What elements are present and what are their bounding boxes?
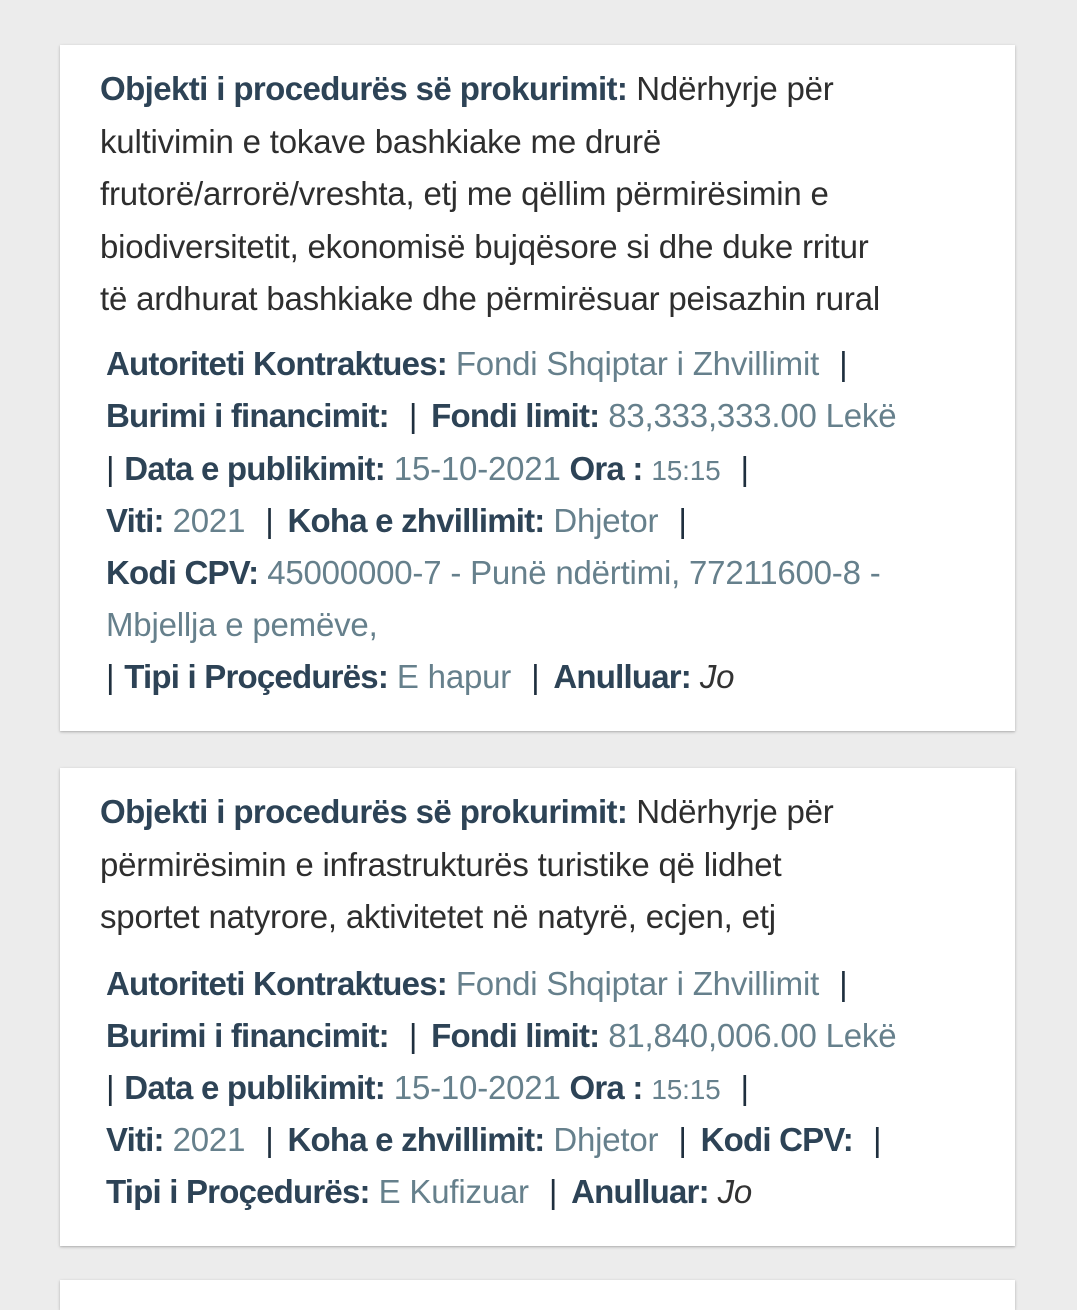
separator: |: [106, 450, 115, 487]
cpv-row-continued: [106, 605, 378, 645]
procedure-type-label: Tipi i Proçedurës:: [124, 658, 389, 695]
publication-date-label: Data e publikimit:: [124, 1069, 385, 1106]
time-value: 15:15: [651, 455, 721, 486]
separator: |: [548, 1173, 558, 1210]
authority-label: Autoriteti Kontraktues:: [106, 345, 447, 382]
authority-value[interactable]: Fondi Shqiptar i Zhvillimit: [455, 345, 820, 382]
year-value: 2021: [172, 502, 246, 539]
authority-label: Autoriteti Kontraktues:: [106, 965, 447, 1002]
duration-value: Dhjetor: [553, 502, 659, 539]
object-text-line: biodiversitetit, ekonomisë bujqësore si dhe duke rritur: [100, 227, 869, 265]
separator: |: [839, 345, 848, 382]
duration-value: Dhjetor: [553, 1121, 659, 1158]
separator: |: [740, 1069, 749, 1106]
publication-date-value: 15-10-2021: [393, 1069, 561, 1106]
fund-limit-value: 81,840,006.00 Lekë: [608, 1017, 897, 1054]
separator: |: [265, 502, 274, 539]
object-label: Objekti i procedurës së prokurimit:: [100, 793, 628, 830]
procedure-type-row: [106, 1172, 752, 1212]
separator: |: [678, 502, 687, 539]
cancelled-label: Anulluar:: [553, 658, 691, 695]
cpv-value: 45000000-7 - Punë ndërtimi, 77211600-8 -: [267, 554, 881, 591]
publication-row: [106, 449, 759, 491]
procedure-type-value: E Kufizuar: [378, 1173, 529, 1210]
funding-source-label: Burimi i financimit:: [106, 1017, 389, 1054]
authority-value[interactable]: Fondi Shqiptar i Zhvillimit: [455, 965, 820, 1002]
separator: |: [106, 658, 115, 695]
cancelled-value: Jo: [717, 1173, 752, 1210]
fund-limit-label: Fondi limit:: [431, 397, 600, 434]
cpv-label: Kodi CPV:: [106, 554, 259, 591]
cancelled-label: Anulluar:: [571, 1173, 709, 1210]
authority-row: [106, 344, 857, 384]
procedure-card[interactable]: [60, 45, 1015, 731]
year-label: Viti:: [106, 502, 164, 539]
separator: |: [872, 1121, 882, 1158]
funding-source-label: Burimi i financimit:: [106, 397, 389, 434]
separator: |: [740, 450, 749, 487]
cancelled-value: Jo: [699, 658, 735, 695]
separator: |: [106, 1069, 115, 1106]
separator: |: [678, 1121, 687, 1158]
year-label: Viti:: [106, 1121, 164, 1158]
object-text-line: kultivimin e tokave bashkiake me drurë: [100, 122, 661, 160]
publication-row: [106, 1068, 759, 1110]
year-value: 2021: [172, 1121, 246, 1158]
cpv-label: Kodi CPV:: [700, 1121, 853, 1158]
procedure-type-row: [106, 657, 734, 697]
procedure-type-label: Tipi i Proçedurës:: [106, 1173, 370, 1210]
procedure-object: [100, 786, 990, 944]
duration-label: Koha e zhvillimit:: [287, 1121, 545, 1158]
funding-row: [106, 396, 896, 436]
separator: |: [408, 397, 418, 434]
funding-row: [106, 1016, 896, 1056]
procedure-object: [100, 63, 990, 326]
separator: |: [265, 1121, 274, 1158]
authority-row: [106, 964, 857, 1004]
publication-date-label: Data e publikimit:: [124, 450, 385, 487]
procedure-card[interactable]: [60, 1280, 1015, 1310]
cpv-row: [106, 553, 881, 593]
object-label: Objekti i procedurës së prokurimit:: [100, 70, 628, 107]
time-value: 15:15: [651, 1074, 721, 1105]
cpv-value: Mbjellja e pemëve,: [106, 606, 378, 643]
procedure-card[interactable]: [60, 768, 1015, 1246]
fund-limit-value: 83,333,333.00 Lekë: [608, 397, 897, 434]
object-text-line: përmirësimin e infrastrukturës turistike që lidhet: [100, 845, 782, 883]
object-text-line: Ndërhyrje për: [636, 70, 834, 107]
publication-date-value: 15-10-2021: [393, 450, 561, 487]
procedure-type-value: E hapur: [396, 658, 512, 695]
separator: |: [531, 658, 540, 695]
fund-limit-label: Fondi limit:: [431, 1017, 600, 1054]
object-text-line: Ndërhyrje për: [636, 793, 834, 830]
object-text-line: frutorë/arrorë/vreshta, etj me qëllim përmirësimin e: [100, 175, 829, 212]
object-text-line: të ardhurat bashkiake dhe përmirësuar peisazhin rural: [100, 280, 880, 317]
time-label: Ora :: [569, 450, 643, 487]
year-row: [106, 1120, 891, 1160]
separator: |: [408, 1017, 418, 1054]
time-label: Ora :: [569, 1069, 643, 1106]
duration-label: Koha e zhvillimit:: [287, 502, 545, 539]
year-row: [106, 501, 697, 541]
object-text-line: sportet natyrore, aktivitetet në natyrë, ecjen, etj: [100, 898, 776, 935]
separator: |: [839, 965, 848, 1002]
